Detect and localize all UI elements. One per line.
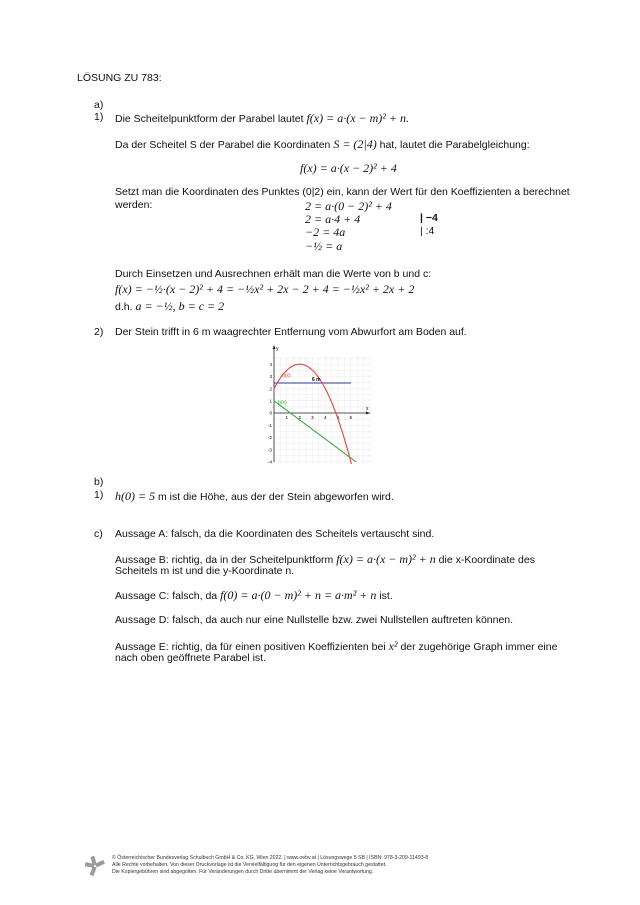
x-axis-label: x [366,406,369,412]
x-tick-label: 5 [336,415,340,420]
item-number: 1) [94,489,104,501]
point-sentence-line1: Setzt man die Koordinaten des Punktes (0|2) ein, kann der Wert für den Koeffizienten a berechnet [115,186,570,198]
statement-e-line2: nach oben geöffnete Parabel ist. [115,652,267,664]
calc-operation: | −4 [420,212,438,224]
y-tick-label: -3 [267,447,272,453]
coefficients-line: d.h. a = −½, b = c = 2 [115,299,225,313]
statement-b-line1: Aussage B: richtig, da in der Scheitelpunktform f(x) = a·(x − m)² + n die x-Koordinate des [115,552,535,566]
y-tick-label: -4 [267,459,272,464]
x-tick-label: 1 [285,415,289,420]
calc-step: −2 = 4a [305,225,346,239]
y-tick-label: 2 [269,386,272,392]
footer-copyright: © Österreichischer Bundesverlag Schulbuch GmbH & Co. KG, Wien 2022. | www.oebv.at | Lösungswege 5 SB | ISBN: 978-3-209-11493-8 Alle Rechte vorbehalten. Von dieser Druckvorlage ist die Vervielfältigung für den eigenen Unterrichtsgebrauch gestattet. Die Kopiergebühren sind abgegolten. Für Veränderungen durch Dritte übernimmt der Verlag keine Verantwortung. [112,855,429,875]
statement-b-formula: f(x) = a·(x − m)² + n [336,552,436,566]
b-label: b(x) [278,400,287,406]
x-tick-label: 2 [298,415,301,420]
item-number: 1) [94,111,104,123]
parabola-equation: f(x) = a·(x − 2)² + 4 [300,161,397,175]
vertex-coordinates: S = (2|4) [333,137,377,151]
x-tick-label: 4 [323,415,327,420]
calc-step: 2 = a·4 + 4 [305,212,361,226]
vertex-form-formula: f(x) = a·(x − m)² + n. [306,111,409,125]
statement-c-formula: f(0) = a·(0 − m)² + n = a·m² + n [220,588,377,602]
height-sentence: h(0) = 5 m ist die Höhe, aus der der Stein abgeworfen wird. [115,489,394,503]
y-axis-label: y [276,346,279,352]
impact-sentence: Der Stein trifft in 6 m waagrechter Entfernung vom Abwurfort am Boden auf. [115,326,467,338]
page-title: LÖSUNG ZU 783: [77,72,162,84]
x-tick-label: 3 [311,415,314,420]
part-a-label: a) [94,99,104,111]
statement-b-line2: Scheitels m ist und die y-Koordinate n. [115,565,295,577]
statement-a: Aussage A: falsch, da die Koordinaten des Scheitels vertauscht sind. [115,528,435,540]
h-label: h(x) [282,373,291,379]
y-tick-label: -2 [267,435,272,441]
intro-sentence: Die Scheitelpunktform der Parabel lautet f(x) = a·(x − m)² + n. [115,111,409,125]
expansion-formula: f(x) = −½·(x − 2)² + 4 = −½x² + 2x − 2 + 4 = −½x² + 2x + 2 [115,282,415,296]
statement-e-formula: x² [388,639,398,653]
point-sentence-line2: werden: [115,199,153,211]
height-formula: h(0) = 5 [115,489,156,503]
x-tick-label: 6 [349,415,353,420]
statement-e-line1: Aussage E: richtig, da für einen positiven Koeffizienten bei x² der zugehörige Graph immer eine [115,639,558,653]
calc-step: −½ = a [305,239,343,253]
statement-c: Aussage C: falsch, da f(0) = a·(0 − m)² + n = a·m² + n ist. [115,588,393,602]
item-number: 2) [94,326,104,338]
calc-operation: | :4 [420,225,435,237]
y-tick-label: 3 [269,374,272,380]
publisher-logo-icon [84,855,106,877]
part-c-label: c) [94,528,103,540]
y-tick-label: -1 [267,422,272,428]
parabola-graph [262,342,372,464]
coefficients-formula: a = −½, b = c = 2 [135,299,225,313]
insert-sentence: Durch Einsetzen und Ausrechnen erhält man die Werte von b und c: [115,268,432,280]
vertex-sentence: Da der Scheitel S der Parabel die Koordinaten S = (2|4) hat, lautet die Parabelgleichung: [115,137,530,151]
calc-step: 2 = a·(0 − 2)² + 4 [305,199,392,213]
y-tick-label: 0 [269,410,272,416]
y-tick-label: 1 [269,398,272,404]
statement-d: Aussage D: falsch, da auch nur eine Nullstelle bzw. zwei Nullstellen auftreten können. [115,614,514,626]
part-b-label: b) [94,476,104,488]
y-tick-label: 4 [269,361,272,367]
distance-label: 6 m [312,377,321,383]
